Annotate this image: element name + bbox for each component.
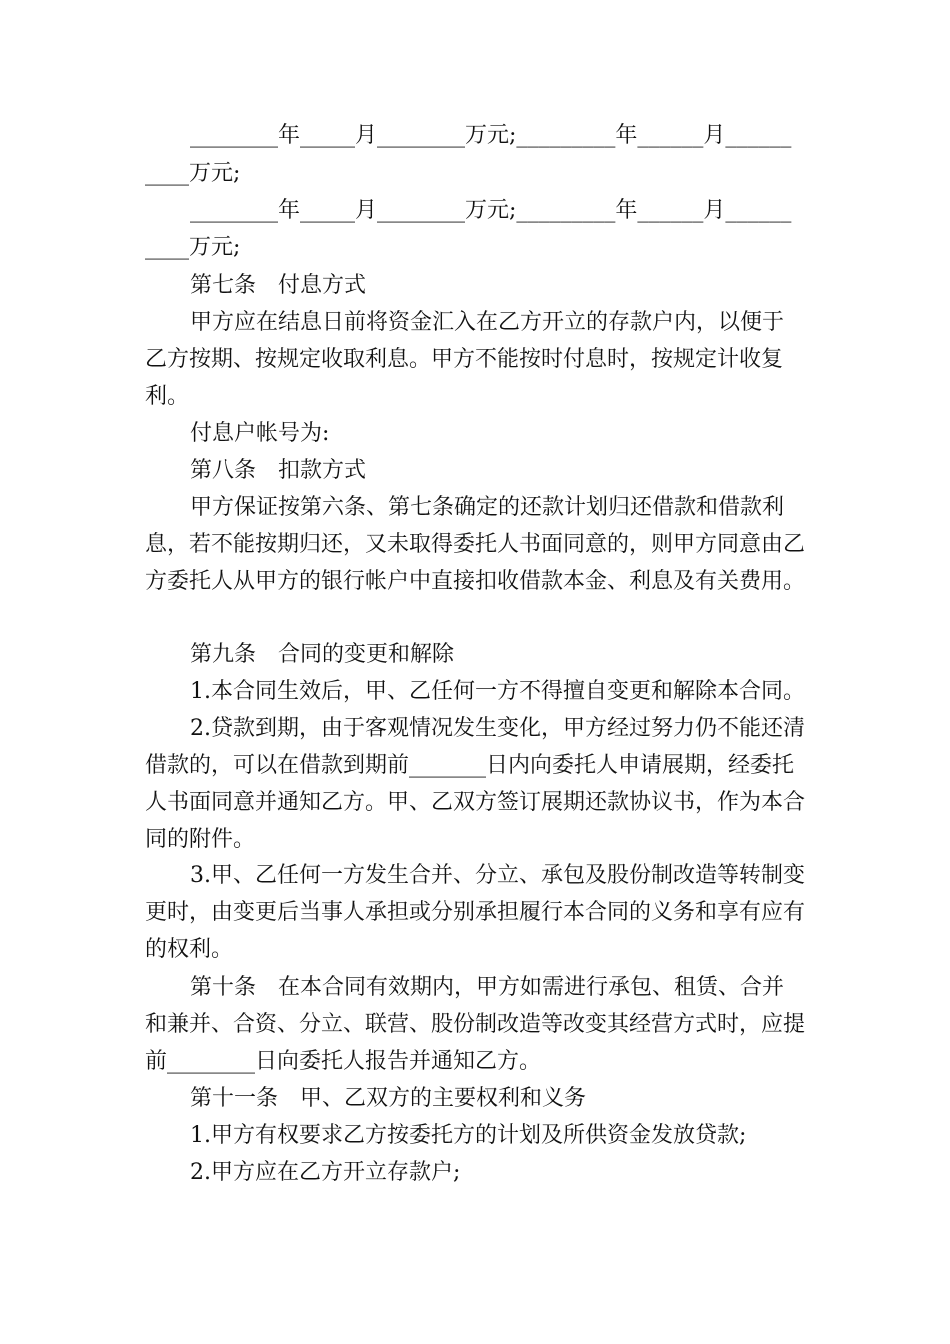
article-11-item-1: 1.甲方有权要求乙方按委托方的计划及所供资金发放贷款; (190, 1123, 747, 1148)
article-7-title: 第七条 付息方式 (190, 273, 367, 298)
article-8-body: 甲方保证按第六条、第七条确定的还款计划归还借款和借款利息，若不能按期归还，又未取得委托人书面同意的，则甲方同意由乙方委托人从甲方的银行帐户中直接扣收借款本金、利息及有关费用。 (145, 495, 806, 594)
repayment-schedule-row-cont: ____万元; (145, 161, 241, 186)
repayment-schedule-row-cont: ____万元; (145, 235, 241, 260)
article-9-item-3: 3.甲、乙任何一方发生合并、分立、承包及股份制改造等转制变更时，由变更后当事人承担或分别承担履行本合同的义务和享有应有的权利。 (145, 863, 806, 962)
article-7-body: 甲方应在结息日前将资金汇入在乙方开立的存款户内，以便于乙方按期、按规定收取利息。甲方不能按时付息时，按规定计收复利。 (145, 310, 785, 409)
article-11-title: 第十一条 甲、乙双方的主要权利和义务 (190, 1086, 587, 1111)
article-8-title: 第八条 扣款方式 (190, 458, 367, 483)
repayment-schedule-row: ________年_____月________万元;_________年______月______ (190, 198, 792, 223)
article-9-item-1: 1.本合同生效后，甲、乙任何一方不得擅自变更和解除本合同。 (190, 679, 805, 704)
article-10: 第十条 在本合同有效期内，甲方如需进行承包、租赁、合并和兼并、合资、分立、联营、股份制改造等改变其经营方式时，应提前________日向委托人报告并通知乙方。 (145, 975, 806, 1074)
article-7-account: 付息户帐号为: (190, 421, 330, 446)
article-9-title: 第九条 合同的变更和解除 (190, 642, 455, 667)
article-11-item-2: 2.甲方应在乙方开立存款户; (190, 1160, 461, 1185)
repayment-schedule-row: ________年_____月________万元;_________年______月______ (190, 123, 792, 148)
article-9-item-2: 2.贷款到期，由于客观情况发生变化，甲方经过努力仍不能还清借款的，可以在借款到期前_______日内向委托人申请展期，经委托人书面同意并通知乙方。甲、乙双方签订展期还款协议书，作为本合同的附件。 (145, 716, 806, 852)
